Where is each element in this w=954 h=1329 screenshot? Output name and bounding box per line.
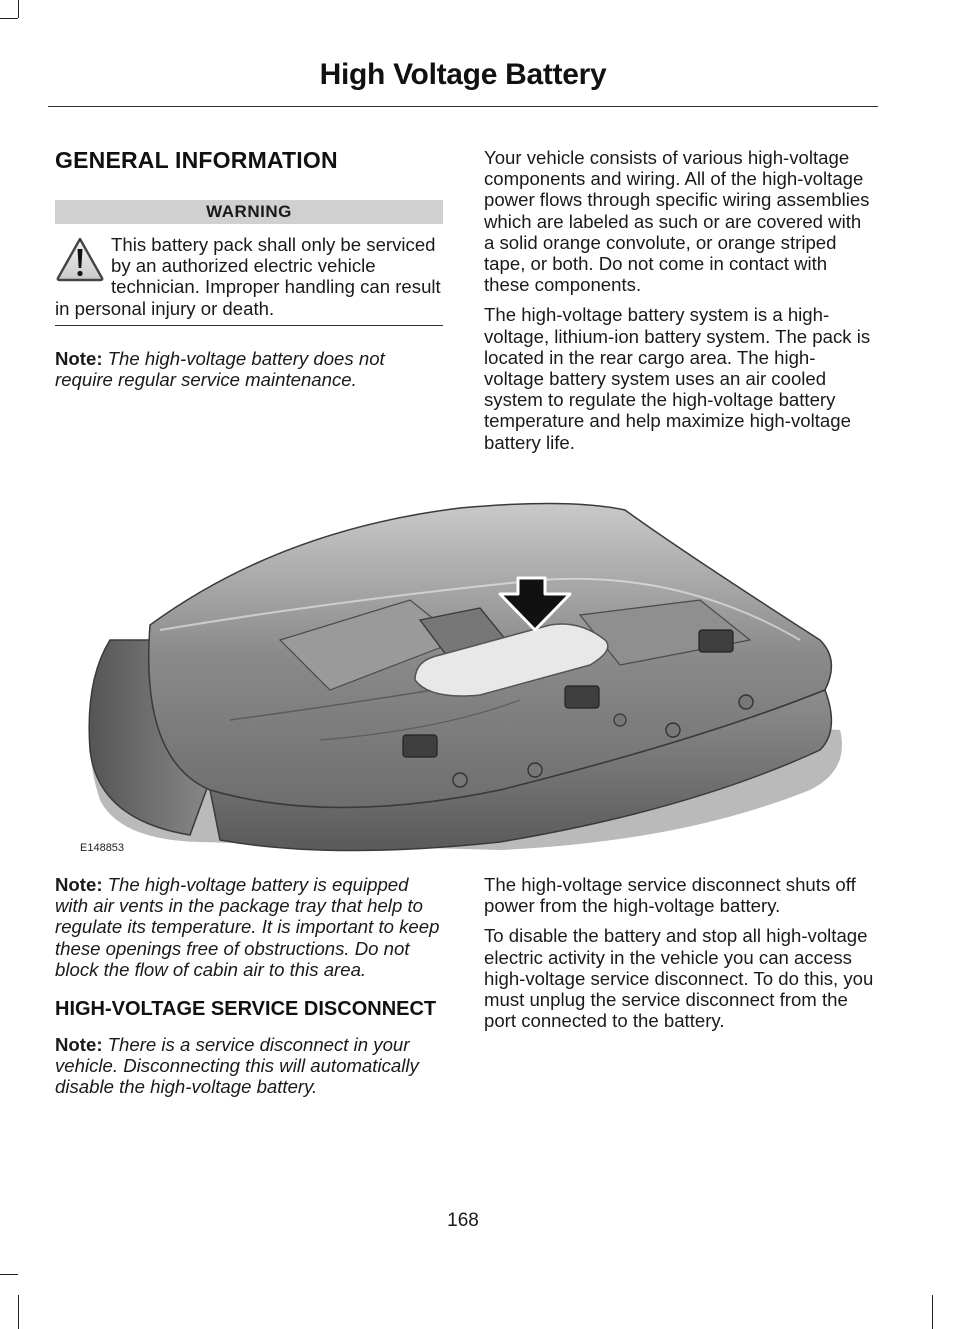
body-paragraph: The high-voltage service disconnect shuts off power from the high-voltage battery.: [484, 874, 856, 917]
right-column-upper: [484, 147, 874, 453]
warning-text: This battery pack shall only be serviced by an authorized electric vehicle technician. Improper handling can result in personal injury or death.: [55, 234, 441, 319]
left-column-lower: [55, 874, 443, 1098]
figure-id: E148853: [80, 842, 125, 854]
crop-mark: [0, 18, 18, 19]
note-label: Note:: [55, 874, 103, 895]
page-title: High Voltage Battery: [319, 58, 607, 91]
note-label: Note:: [55, 1034, 103, 1056]
crop-mark: [18, 1295, 19, 1329]
note-paragraph: [55, 348, 443, 390]
crop-mark: [18, 0, 19, 18]
note-label: Note:: [55, 347, 103, 369]
warning-triangle-icon: [55, 236, 105, 282]
note-text: The high-voltage battery does not require regular service maintenance.: [55, 347, 385, 391]
body-paragraph: Your vehicle consists of various high-voltage components and wiring. All of the high-voltage power flows through specific wiring assemblies which are labeled as such or are covered with a solid orange convolute, or orange striped tape, or both. Do not come in contact with these components.: [484, 147, 870, 296]
section-heading: GENERAL INFORMATION: [55, 147, 338, 173]
title-divider: [48, 106, 878, 107]
note-text: There is a service disconnect in your vehicle. Disconnecting this will automatically disable the high-voltage battery.: [55, 1034, 419, 1098]
body-paragraph: To disable the battery and stop all high-voltage electric activity in the vehicle you can access high-voltage service disconnect. To do this, you must unplug the service disconnect from the port connected to the battery.: [484, 925, 874, 1032]
page-number: 168: [447, 1210, 479, 1231]
warning-label: WARNING: [55, 200, 443, 224]
battery-pack-illustration: [80, 490, 850, 860]
section-heading: HIGH-VOLTAGE SERVICE DISCONNECT: [55, 998, 437, 1021]
crop-mark: [0, 1274, 18, 1275]
warning-block: [55, 234, 443, 319]
body-paragraph: The high-voltage battery system is a high-voltage, lithium-ion battery system. The pack is located in the rear cargo area. The high-voltage battery system uses an air cooled system to regulate the high-voltage battery temperature and help maximize high-voltage battery life.: [484, 304, 871, 453]
right-column-lower: [484, 874, 874, 1031]
note-text: The high-voltage battery is equipped with air vents in the package tray that help to regulate its temperature. It is important to keep these openings free of obstructions. Do not block the flow of cabin air to this area.: [55, 874, 440, 980]
crop-mark: [932, 1295, 933, 1329]
note-paragraph: [55, 874, 443, 980]
general-information-section: [55, 147, 443, 390]
note-paragraph: [55, 1034, 443, 1098]
